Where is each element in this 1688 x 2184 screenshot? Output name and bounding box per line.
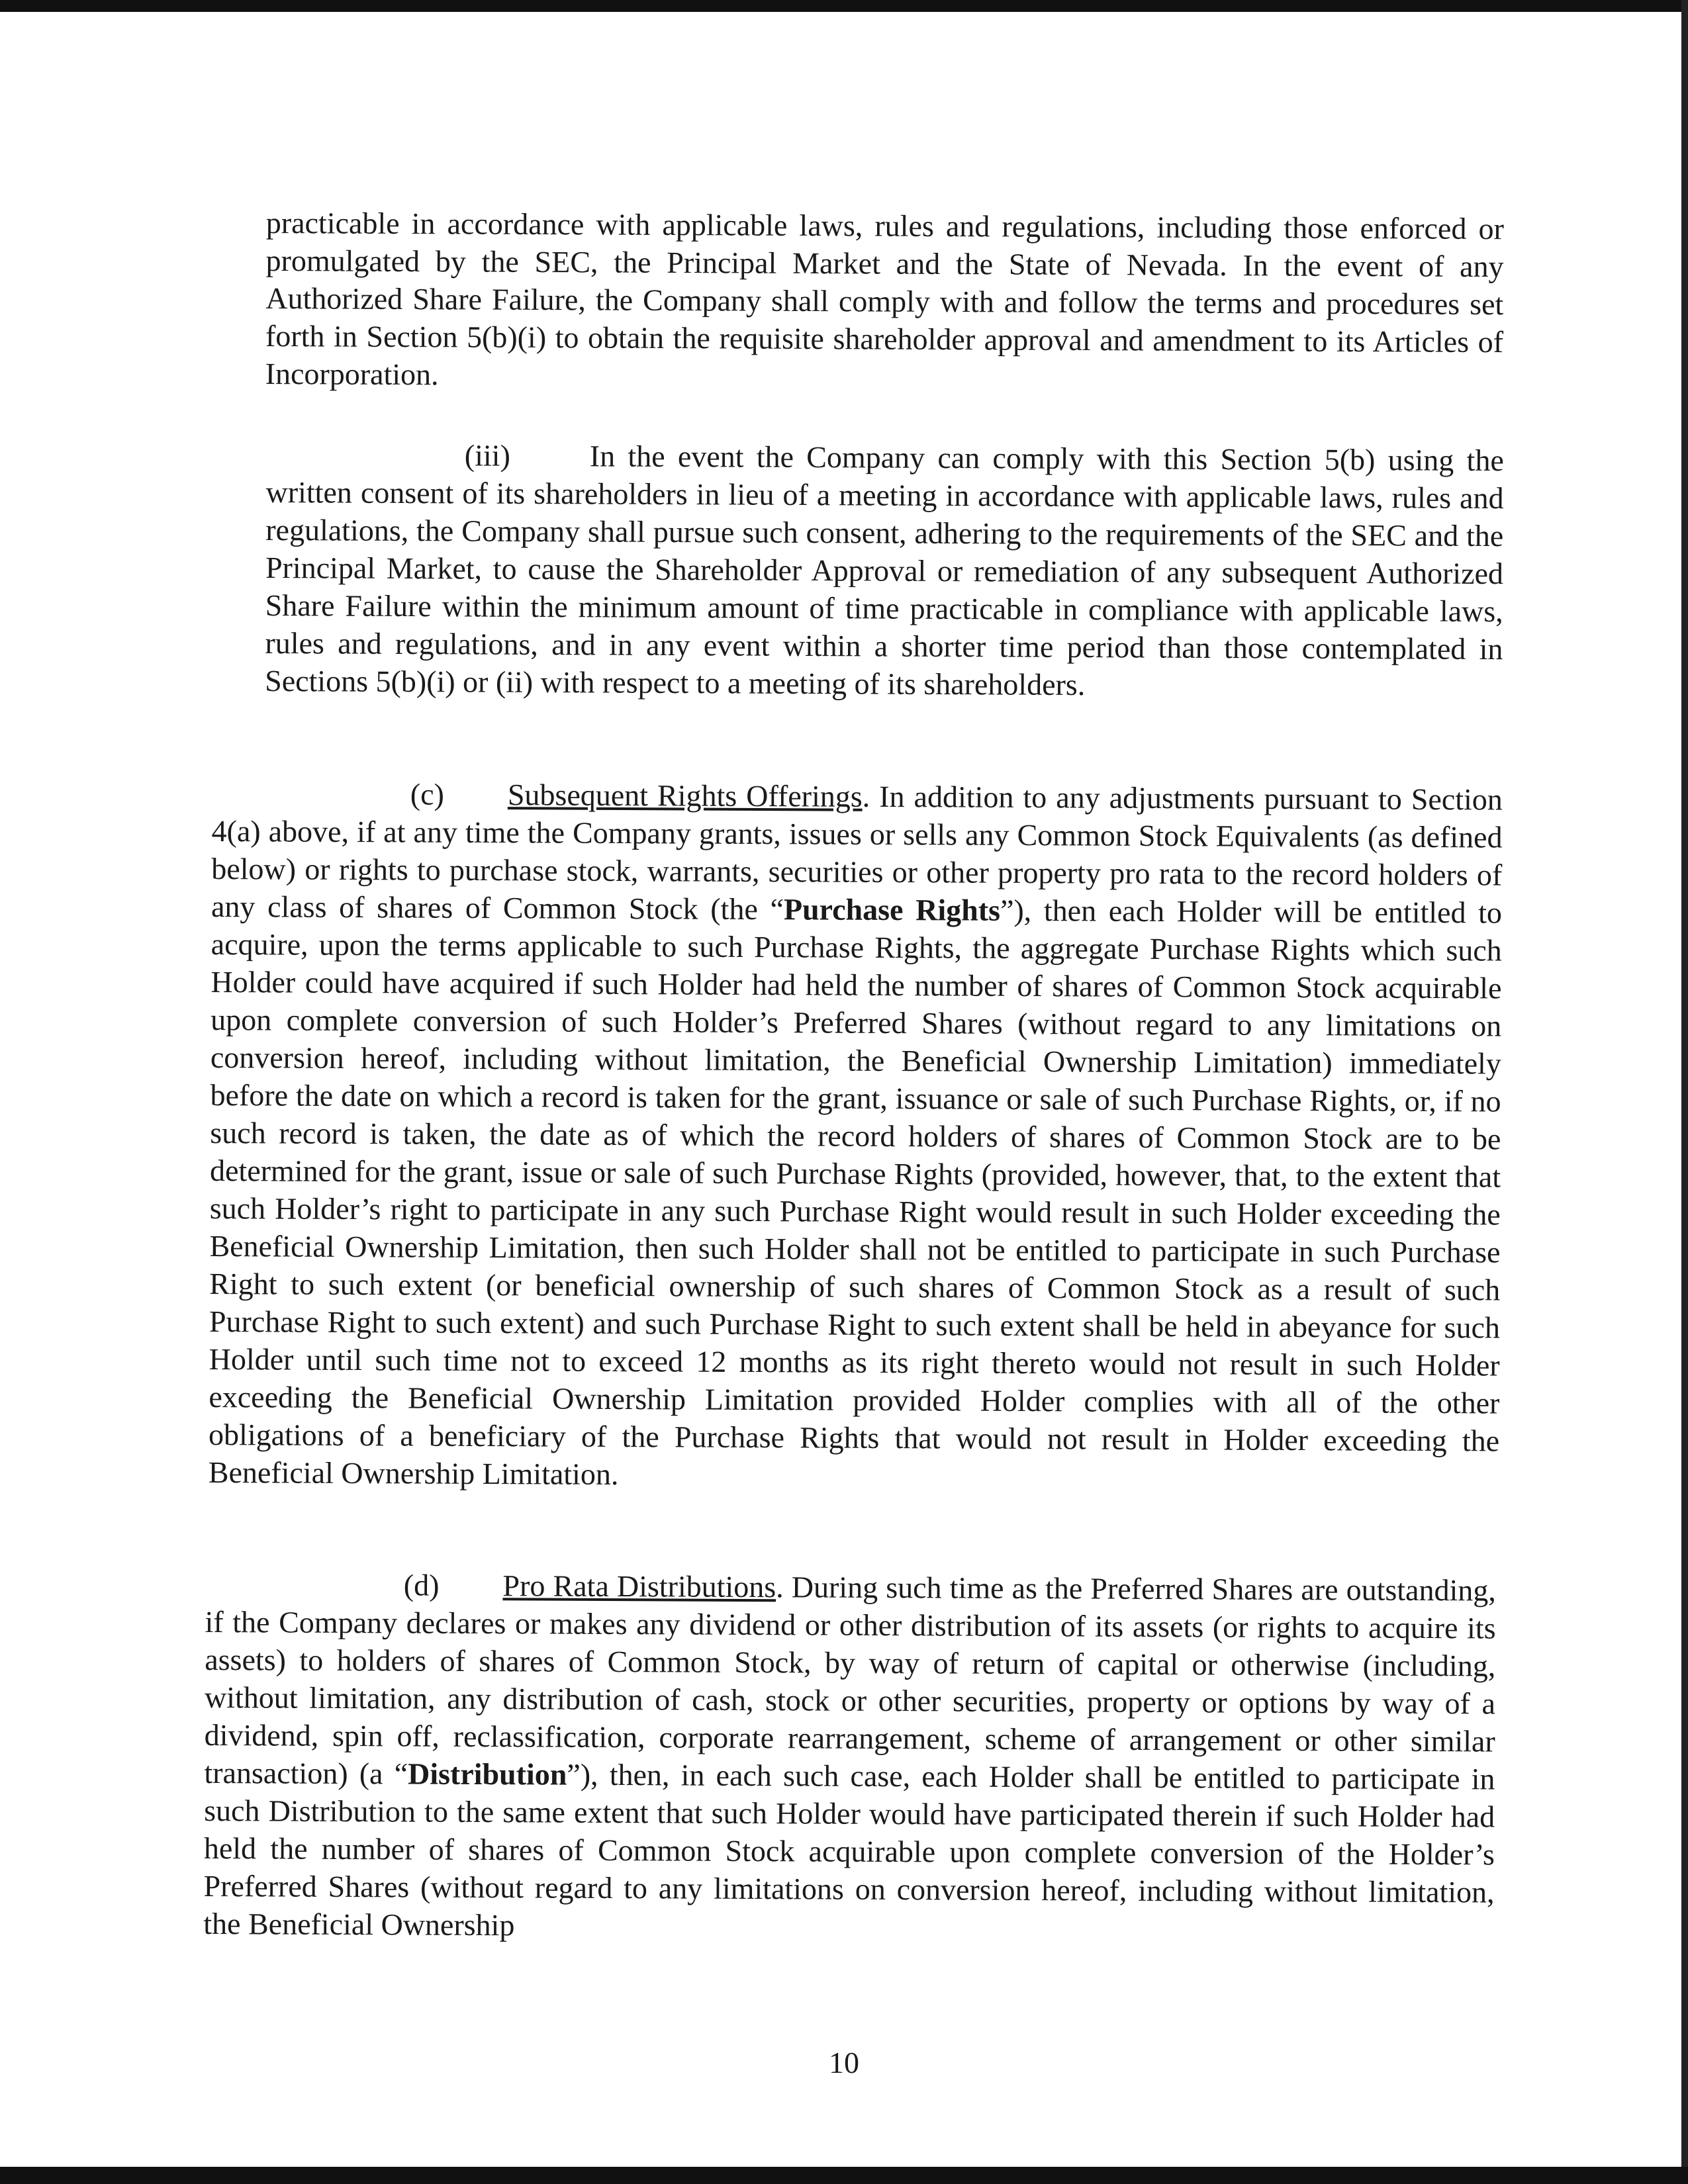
paragraph-label: (d) [403, 1568, 440, 1602]
paragraph-text: . In addition to any adjustments pursuant to Section 4(a) above, if at any time the Company grants, issues or sells any Common Stock Equivalents (as defined below) or rights to purchase stock, warrants, securities or other property pro rata to the record holders of any class of shares of Common Stock (the “ [211, 779, 1503, 927]
section-heading: Subsequent Rights Offerings [507, 778, 863, 813]
paragraph-text: ”), then each Holder will be entitled to acquire, upon the terms applicable to such Purchase Rights, the aggregate Purchase Rights which such Holder could have acquired if such Holder had held the number of shares of Common Stock acquirable upon complete conversion of such Holder’s Preferred Shares (without regard to any limitations on conversion hereof, including without limitation, the Beneficial Ownership Limitation) immediately before the date on which a record is taken for the grant, issuance or sale of such Purchase Rights, or, if no such record is taken, the date as of which the record holders of shares of Common Stock are to be determined for the grant, issue or sale of such Purchase Rights (provided, however, that, to the extent that such Holder’s right to participate in any such Purchase Right would result in such Holder exceeding the Beneficial Ownership Limitation, then such Holder shall not be entitled to participate in such Purchase Right to such extent (or beneficial ownership of such shares of Common Stock as a result of such Purchase Right to such extent) and such Purchase Right to such extent shall be held in abeyance for such Holder until such time not to exceed 12 months as its right thereto would not result in such Holder exceeding the Beneficial Ownership Limitation provided Holder complies with all of the other obligations of a beneficiary of the Purchase Rights that would not result in Holder exceeding the Beneficial Ownership Limitation. [208, 893, 1503, 1492]
page-number: 10 [829, 2046, 859, 2079]
paragraph-text: practicable in accordance with applicable laws, rules and regulations, including those enforced or promulgated by the SEC, the Principal Market and the State of Nevada. In the event of any Authorized Share Failure, the Company shall comply with and follow the terms and procedures set forth in Section 5(b)(i) to obtain the requisite shareholder approval and amendment to its Articles of Incorporation. [265, 205, 1504, 392]
paragraph-iii [265, 435, 1504, 705]
paragraph-text: In the event the Company can comply with this Section 5(b) using the written consent of its shareholders in lieu of a meeting in accordance with applicable laws, rules and regulations, the Company shall pursue such consent, adhering to the requirements of the SEC and the Principal Market, to cause the Shareholder Approval or remediation of any subsequent Authorized Share Failure within the minimum amount of time practicable in compliance with applicable laws, rules and regulations, and in any event within a shorter time period than those contemplated in Sections 5(b)(i) or (ii) with respect to a meeting of its shareholders. [265, 439, 1504, 702]
paragraph-label: (iii) [464, 438, 510, 473]
section-heading: Pro Rata Distributions [502, 1569, 776, 1604]
paragraph-text: ”), then, in each such case, each Holder shall be entitled to participate in such Distribution to the same extent that such Holder would have participated therein if such Holder had held the number of shares of Common Stock acquirable upon complete conversion of the Holder’s Preferred Shares (without regard to any limitations on conversion hereof, including without limitation, the Beneficial Ownership [203, 1757, 1495, 1942]
scan-border-right [1681, 0, 1688, 2184]
defined-term: Purchase Rights [783, 892, 1001, 927]
paragraph-continuation [265, 204, 1504, 398]
paragraph-label: (c) [410, 777, 445, 811]
scan-border-top [0, 0, 1688, 12]
scan-border-bottom [0, 2167, 1688, 2184]
paragraph-d-pro-rata-distributions [203, 1565, 1496, 1949]
paragraph-text: . During such time as the Preferred Shares are outstanding, if the Company declares or makes any dividend or other distribution of its assets (or rights to acquire its assets) to holders of shares of Common Stock, by way of return of capital or otherwise (including, without limitation, any distribution of cash, stock or other securities, property or options by way of a dividend, spin off, reclassification, corporate rearrangement, scheme of arrangement or other similar transaction) (a “ [204, 1570, 1496, 1791]
paragraph-c-subsequent-rights-offerings [209, 774, 1503, 1498]
defined-term: Distribution [407, 1756, 567, 1792]
